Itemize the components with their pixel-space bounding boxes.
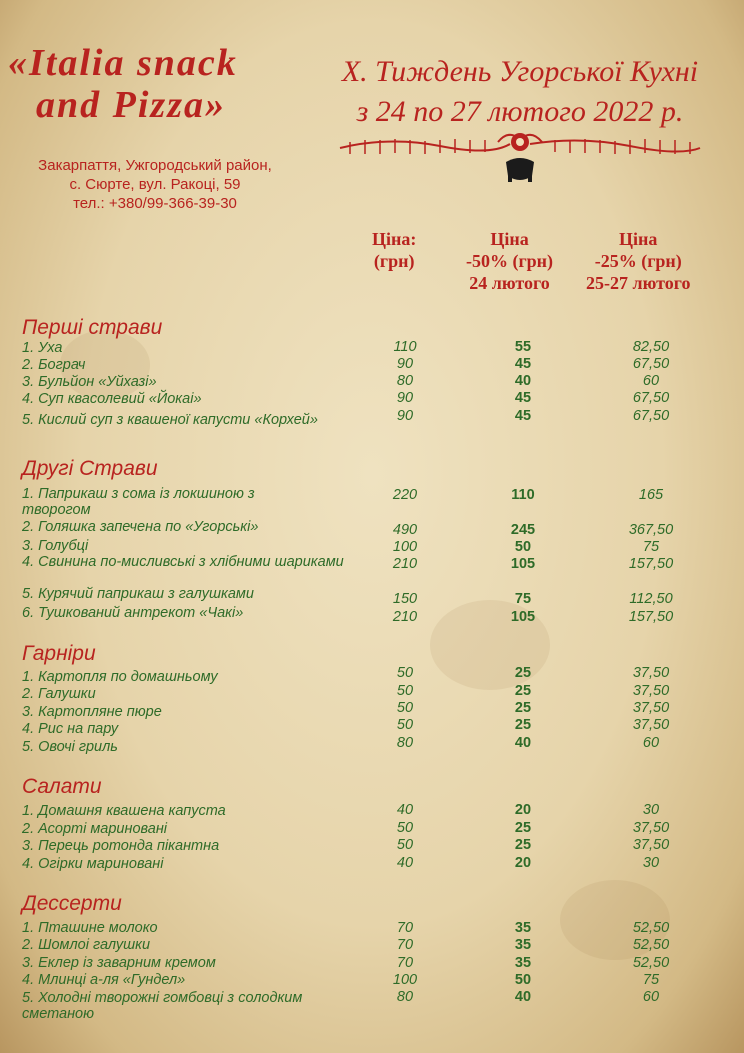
column-header-50-line-2: -50% (грн) bbox=[466, 251, 554, 271]
menu-item-price-50: 50 bbox=[514, 972, 532, 988]
menu-item-price: 150 bbox=[392, 591, 418, 607]
menu-item-price: 90 bbox=[396, 356, 414, 372]
address-line-1: Закарпаття, Ужгородський район, bbox=[38, 157, 272, 174]
menu-item-name: 1. Уха bbox=[22, 340, 63, 356]
menu-item-price-50: 25 bbox=[514, 683, 532, 699]
column-header-discount-50 bbox=[466, 228, 553, 294]
menu-item-price-50: 105 bbox=[510, 556, 536, 572]
menu-item-price-25: 60 bbox=[642, 735, 660, 751]
phone-line: тел.: +380/99-366-39-30 bbox=[73, 195, 237, 212]
menu-item-price-50: 25 bbox=[514, 820, 532, 836]
menu-item-price-25: 30 bbox=[642, 802, 660, 818]
menu-item-price: 80 bbox=[396, 373, 414, 389]
menu-item-name: 4. Суп квасолевий «Йокаі» bbox=[22, 391, 202, 407]
column-header-price bbox=[372, 228, 416, 272]
address-line-2: с. Сюрте, вул. Ракоці, 59 bbox=[69, 176, 241, 193]
menu-item-price-25: 82,50 bbox=[632, 339, 670, 355]
event-line-2: з 24 по 27 лютого 2022 р. bbox=[356, 95, 684, 128]
menu-item-price: 490 bbox=[392, 522, 418, 538]
menu-item-price-50: 45 bbox=[514, 356, 532, 372]
column-header-25-line-2: -25% (грн) bbox=[594, 251, 682, 271]
column-header-discount-25 bbox=[586, 228, 690, 294]
menu-item-price-25: 67,50 bbox=[632, 408, 670, 424]
menu-item-name: 2. Шомлоі галушки bbox=[22, 937, 151, 953]
menu-item-price-50: 25 bbox=[514, 700, 532, 716]
brand-line-2: and Pizza» bbox=[36, 84, 226, 126]
menu-item-price-50: 25 bbox=[514, 837, 532, 853]
menu-item-price: 100 bbox=[392, 539, 418, 555]
menu-item-price-50: 245 bbox=[510, 522, 536, 538]
menu-item-price-50: 45 bbox=[514, 390, 532, 406]
section-title-salads: Салати bbox=[22, 775, 102, 798]
menu-item-price-25: 37,50 bbox=[632, 820, 670, 836]
menu-item-name: 2. Бограч bbox=[22, 357, 86, 373]
menu-item-price-50: 105 bbox=[510, 609, 536, 625]
menu-item-price-25: 37,50 bbox=[632, 665, 670, 681]
menu-item-price-50: 35 bbox=[514, 937, 532, 953]
menu-item-name: 1. Картопля по домашньому bbox=[22, 669, 218, 685]
menu-item-price: 50 bbox=[396, 820, 414, 836]
menu-item-price-25: 52,50 bbox=[632, 937, 670, 953]
menu-item-price-25: 367,50 bbox=[628, 522, 674, 538]
section-title-first-courses: Перші страви bbox=[22, 316, 163, 339]
menu-item-name: 1. Паприкаш з сома із локшиною з творогом bbox=[22, 486, 255, 518]
menu-item-price-25: 52,50 bbox=[632, 955, 670, 971]
menu-item-name: 6. Тушкований антрекот «Чакі» bbox=[22, 605, 244, 621]
menu-item-price-50: 55 bbox=[514, 339, 532, 355]
menu-item-price-25: 75 bbox=[642, 539, 660, 555]
column-header-50-line-1: Ціна bbox=[490, 229, 529, 249]
menu-item-price-25: 37,50 bbox=[632, 717, 670, 733]
menu-item-name: 2. Асорті мариновані bbox=[22, 821, 168, 837]
section-title-desserts: Дессерти bbox=[22, 892, 122, 915]
menu-item-name: 1. Пташине молоко bbox=[22, 920, 158, 936]
menu-item-price-25: 67,50 bbox=[632, 356, 670, 372]
menu-item-name: 4. Млинці а-ля «Гундел» bbox=[22, 972, 186, 988]
menu-item-price: 40 bbox=[396, 855, 414, 871]
menu-item-name: 5. Овочі гриль bbox=[22, 739, 118, 755]
menu-item-name: 3. Картопляне пюре bbox=[22, 704, 162, 720]
menu-item-price-25: 67,50 bbox=[632, 390, 670, 406]
menu-item-price: 220 bbox=[392, 487, 418, 503]
menu-item-name: 5. Кислий суп з квашеної капусти «Корхей» bbox=[22, 412, 318, 428]
menu-item-name: 3. Еклер із заварним кремом bbox=[22, 955, 216, 971]
address-block bbox=[10, 156, 300, 213]
menu-item-price: 50 bbox=[396, 837, 414, 853]
menu-item-price-50: 110 bbox=[511, 487, 535, 503]
menu-item-name: 3. Перець ротонда пікантна bbox=[22, 838, 220, 854]
column-header-25-line-3: 25-27 лютого bbox=[586, 273, 691, 293]
menu-item-price-50: 40 bbox=[514, 735, 532, 751]
menu-item-price-50: 50 bbox=[514, 539, 532, 555]
menu-item-name: 1. Домашня квашена капуста bbox=[22, 803, 226, 819]
brand-line-1: «Italia snack bbox=[8, 42, 238, 84]
menu-item-price: 50 bbox=[396, 717, 414, 733]
menu-item-price: 100 bbox=[392, 972, 418, 988]
menu-item-name: 4. Огірки мариновані bbox=[22, 856, 164, 872]
menu-item-name: 4. Рис на пару bbox=[22, 721, 119, 737]
menu-item-name: 3. Голубці bbox=[22, 538, 89, 554]
menu-item-price-50: 40 bbox=[514, 373, 532, 389]
menu-item-price-50: 35 bbox=[514, 920, 532, 936]
menu-item-name: 5. Холодні творожні гомбовці з солодким сметаною bbox=[22, 990, 303, 1022]
column-header-25-line-1: Ціна bbox=[619, 229, 658, 249]
menu-item-price: 70 bbox=[396, 920, 414, 936]
menu-item-price: 90 bbox=[396, 408, 414, 424]
menu-item-price-25: 52,50 bbox=[632, 920, 670, 936]
menu-item-price-50: 45 bbox=[514, 408, 532, 424]
menu-item-price: 90 bbox=[396, 390, 414, 406]
brand-logo bbox=[8, 42, 238, 126]
menu-item-price-50: 20 bbox=[514, 855, 532, 871]
menu-item-price: 50 bbox=[396, 665, 414, 681]
menu-item-price: 70 bbox=[396, 937, 414, 953]
section-title-main-courses: Другі Страви bbox=[22, 457, 158, 480]
menu-item-price: 80 bbox=[396, 735, 414, 751]
menu-item-price: 40 bbox=[396, 802, 414, 818]
menu-item-price-25: 165 bbox=[638, 487, 664, 503]
menu-item-name: 5. Курячий паприкаш з галушками bbox=[22, 586, 254, 602]
event-title bbox=[300, 52, 740, 132]
menu-item-name: 3. Бульйон «Уйхазі» bbox=[22, 374, 157, 390]
menu-item-name: 2. Голяшка запечена по «Угорські» bbox=[22, 519, 259, 535]
menu-item-price-25: 157,50 bbox=[628, 609, 674, 625]
menu-item-price: 80 bbox=[396, 989, 414, 1005]
column-header-50-line-3: 24 лютого bbox=[469, 273, 550, 293]
menu-item-price-25: 37,50 bbox=[632, 683, 670, 699]
menu-item-price-50: 35 bbox=[514, 955, 532, 971]
menu-item-price: 210 bbox=[392, 556, 418, 572]
menu-item-price: 50 bbox=[396, 700, 414, 716]
menu-item-price-25: 75 bbox=[642, 972, 660, 988]
menu-item-price-50: 75 bbox=[514, 591, 532, 607]
menu-item-price-50: 25 bbox=[514, 665, 532, 681]
event-line-1: X. Тиждень Угорської Кухні bbox=[341, 55, 699, 88]
section-title-sides: Гарніри bbox=[22, 642, 96, 665]
menu-item-price-50: 25 bbox=[514, 717, 532, 733]
menu-item-price: 50 bbox=[396, 683, 414, 699]
menu-item-name: 4. Свинина по-мисливські з хлібними шариками bbox=[22, 554, 344, 570]
menu-item-price-25: 37,50 bbox=[632, 700, 670, 716]
menu-item-price-25: 112,50 bbox=[629, 591, 673, 607]
column-header-price-line-2: (грн) bbox=[373, 251, 415, 271]
menu-item-name: 2. Галушки bbox=[22, 686, 96, 702]
menu-item-price-50: 40 bbox=[514, 989, 532, 1005]
menu-item-price-25: 37,50 bbox=[632, 837, 670, 853]
menu-item-price-25: 157,50 bbox=[628, 556, 674, 572]
menu-item-price: 210 bbox=[392, 609, 418, 625]
menu-item-price-25: 30 bbox=[642, 855, 660, 871]
menu-item-price-25: 60 bbox=[642, 373, 660, 389]
folk-ornament-icon bbox=[330, 128, 710, 188]
menu-item-price-50: 20 bbox=[514, 802, 532, 818]
menu-item-price: 110 bbox=[393, 339, 417, 355]
menu-item-price-25: 60 bbox=[642, 989, 660, 1005]
column-header-price-line-1: Ціна: bbox=[372, 229, 417, 249]
menu-item-price: 70 bbox=[396, 955, 414, 971]
